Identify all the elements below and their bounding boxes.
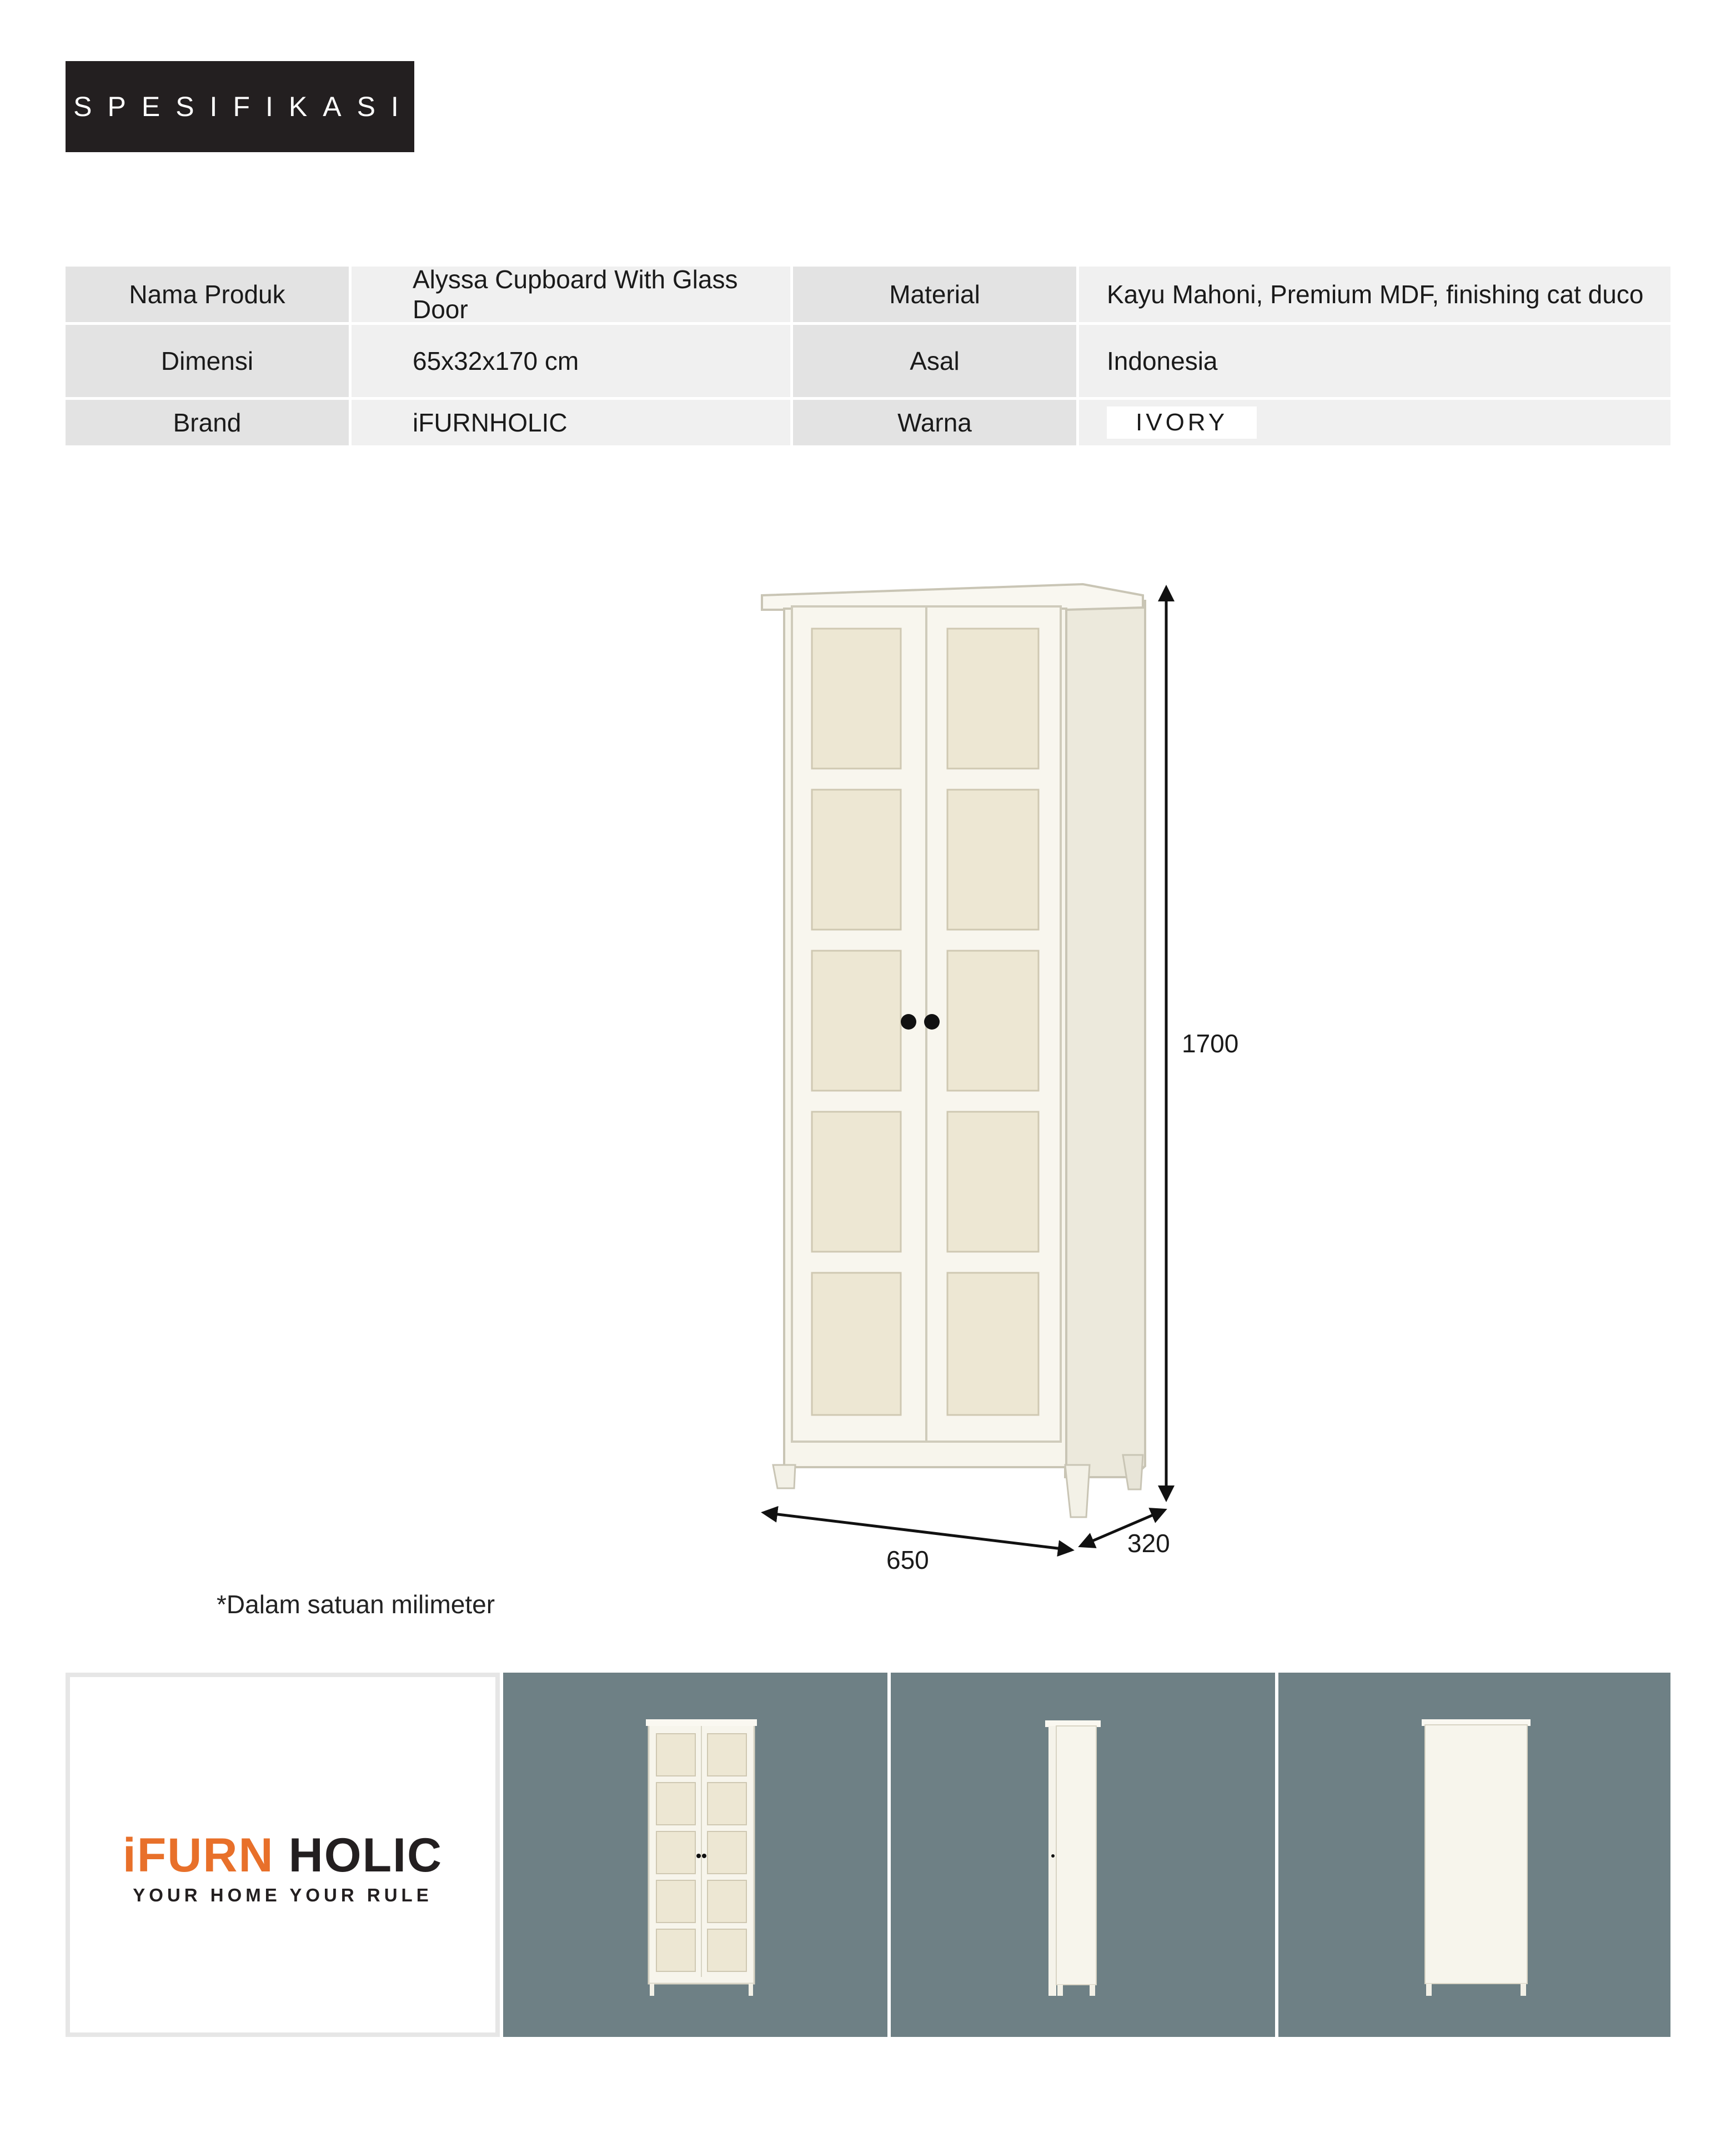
spec-value: Indonesia (1079, 325, 1670, 397)
front-view-image (503, 1673, 887, 2037)
spec-value: Kayu Mahoni, Premium MDF, finishing cat duco (1079, 267, 1670, 322)
logo-part-dark: HOLIC (288, 1829, 443, 1882)
spec-value: iFURNHOLIC (352, 400, 790, 445)
spec-label: Brand (66, 400, 349, 445)
product-views-strip (66, 1673, 1670, 2037)
width-label: 650 (886, 1545, 929, 1574)
cabinet-illustration (762, 584, 1145, 1517)
unit-note: *Dalam satuan milimeter (217, 1590, 495, 1619)
back-view-image (1278, 1673, 1670, 2037)
logo-part-orange: iFURN (122, 1829, 274, 1882)
back-view-tile (1278, 1673, 1670, 2037)
color-swatch: IVORY (1107, 406, 1257, 439)
side-view-tile (891, 1673, 1275, 2037)
side-view-image (891, 1673, 1275, 2037)
brand-tagline: YOUR HOME YOUR RULE (133, 1885, 433, 1905)
width-arrow (769, 1513, 1066, 1549)
spec-value: 65x32x170 cm (352, 325, 790, 397)
spec-label: Warna (793, 400, 1076, 445)
height-label: 1700 (1182, 1029, 1239, 1058)
spec-title: SPESIFIKASI (73, 91, 414, 122)
spec-value: Alyssa Cupboard With Glass Door (352, 267, 790, 322)
spec-label: Material (793, 267, 1076, 322)
brand-logo (70, 1828, 495, 1883)
front-view-tile (503, 1673, 887, 2037)
spec-label: Dimensi (66, 325, 349, 397)
brand-logo-tile (66, 1673, 500, 2037)
depth-label: 320 (1127, 1529, 1170, 1558)
spec-label: Asal (793, 325, 1076, 397)
spec-label: Nama Produk (66, 267, 349, 322)
